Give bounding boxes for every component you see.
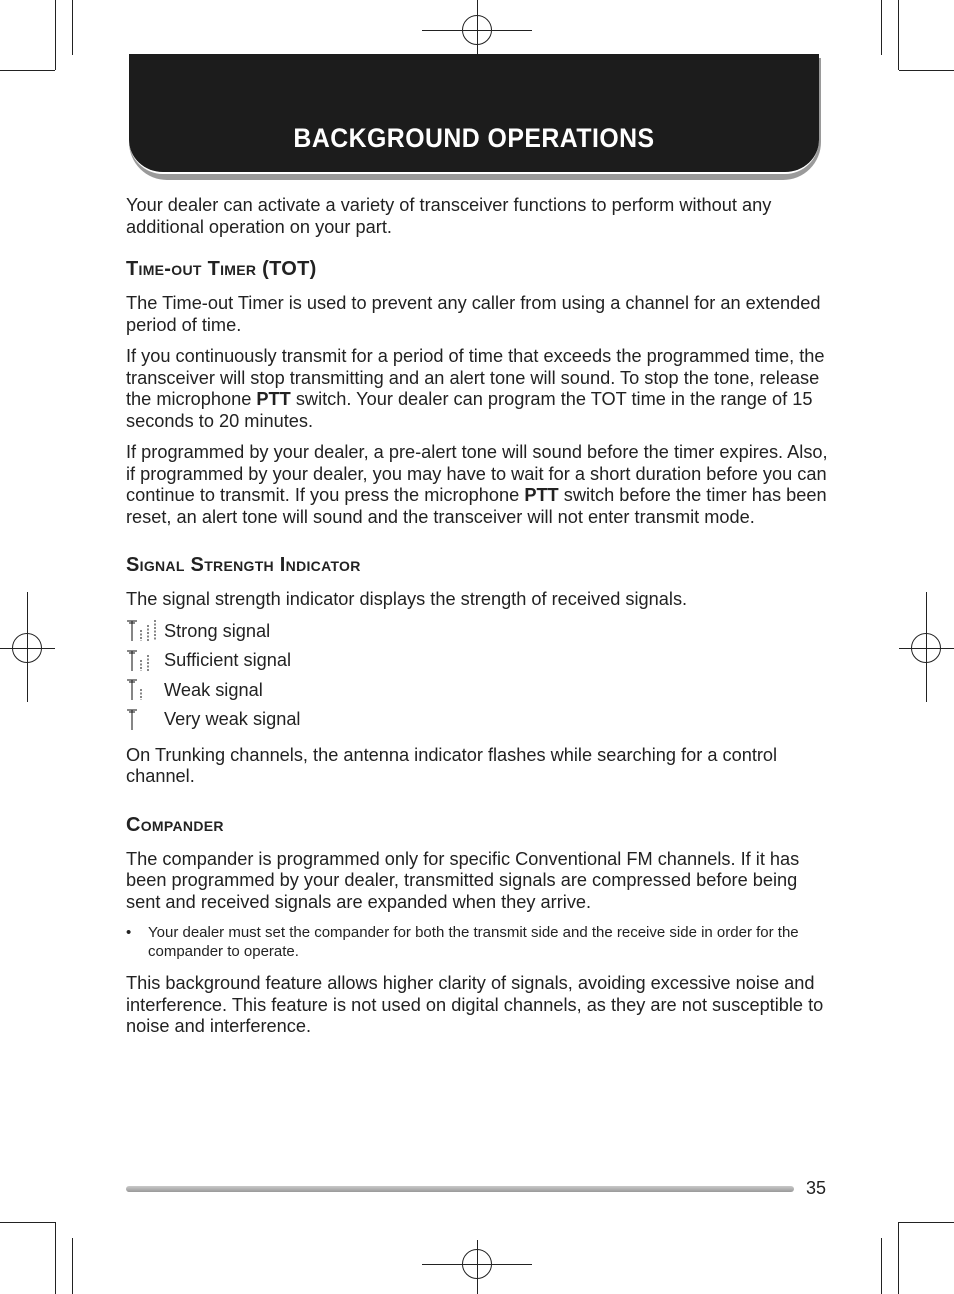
- footer-rule: [126, 1186, 794, 1192]
- page-title: BACKGROUND OPERATIONS: [293, 123, 655, 153]
- signal-level-label: Very weak signal: [164, 709, 301, 730]
- text-run: If you continuously transmit for a period of time that exceeds the programmed time, the transceiver will stop transmitting and an alert tone will sound. To stop the tone, release the microphone: [126, 346, 825, 409]
- intro-paragraph: Your dealer can activate a variety of transceiver functions to perform without any additional operation on your part.: [126, 195, 772, 237]
- main-content: [126, 195, 831, 1048]
- tot-paragraph-1: The Time-out Timer is used to prevent any caller from using a channel for an extended period of time.: [126, 293, 821, 335]
- signal-level-item: [126, 617, 831, 647]
- signal-level-label: Weak signal: [164, 679, 263, 700]
- signal-level-item: [126, 705, 831, 735]
- compander-paragraph-2: This background feature allows higher clarity of signals, avoiding excessive noise and interference. This feature is not used on digital channels, as they are not susceptible to noise and interference.: [126, 973, 824, 1036]
- signal-level-label: Strong signal: [164, 620, 271, 641]
- signal-level-item: [126, 646, 831, 676]
- compander-paragraph-1: The compander is programmed only for specific Conventional FM channels. If it has been programmed by your dealer, transmitted signals are compressed before being sent and received signals are expanded when they arrive.: [126, 848, 800, 912]
- signal-strong-icon: [126, 619, 164, 643]
- signal-paragraph-1: The signal strength indicator displays the strength of received signals.: [126, 589, 688, 609]
- bullet-icon: •: [126, 924, 132, 941]
- tot-paragraph-2: [126, 346, 831, 432]
- compander-note: [126, 923, 831, 961]
- section-heading-signal: Signal Strength Indicator: [126, 554, 361, 576]
- ptt-keyword: PTT: [256, 389, 291, 409]
- text-run: switch before the timer has been reset, an alert tone will sound and the transceiver will not enter transmit mode.: [126, 485, 827, 527]
- signal-paragraph-2: On Trunking channels, the antenna indicator flashes while searching for a control channel.: [126, 744, 778, 786]
- text-run: switch. Your dealer can program the TOT time in the range of 15 seconds to 20 minutes.: [126, 389, 813, 431]
- ptt-keyword: PTT: [524, 485, 559, 505]
- signal-sufficient-icon: [126, 649, 164, 673]
- signal-level-item: [126, 676, 831, 706]
- text-run: If programmed by your dealer, a pre-alert tone will sound before the timer expires. Also, if programmed by your dealer, you may have to wait for a short duration before you can continue to transmit. If you press the microphone: [126, 442, 828, 505]
- signal-level-list: [126, 617, 831, 735]
- tot-paragraph-3: [126, 442, 831, 528]
- signal-weak-icon: [126, 678, 164, 702]
- signal-very-weak-icon: [126, 708, 164, 732]
- page-number: 35: [806, 1178, 827, 1198]
- section-heading-tot: Time-out Timer (TOT): [126, 258, 317, 280]
- header-banner: [129, 54, 819, 174]
- section-heading-compander: Compander: [126, 813, 224, 836]
- compander-note-text: Your dealer must set the compander for both the transmit side and the receive side in order for the compander to operate.: [148, 924, 799, 960]
- signal-level-label: Sufficient signal: [164, 650, 292, 671]
